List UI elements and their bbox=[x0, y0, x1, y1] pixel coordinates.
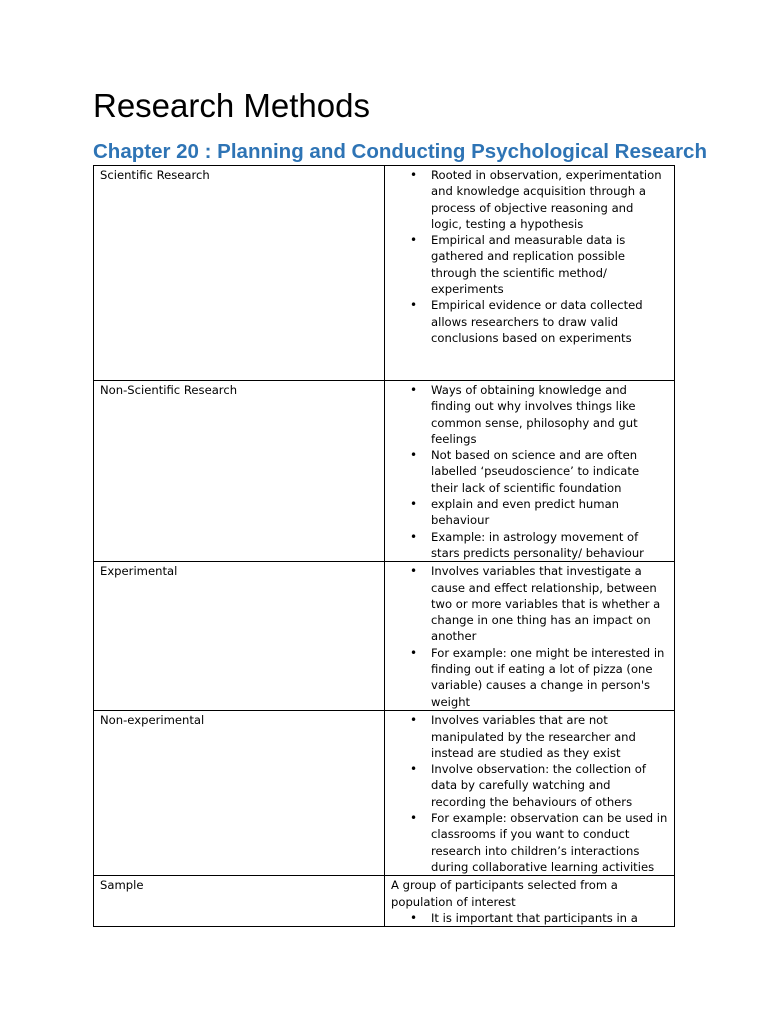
table-row bbox=[94, 562, 675, 711]
list-item: • Involves variables that investigate a cause and effect relationship, between two or more variables that is whether a change in one thing has an impact on another bbox=[391, 563, 668, 644]
bullet-list bbox=[391, 382, 668, 561]
term-cell: Scientific Research bbox=[94, 166, 385, 381]
table-row bbox=[94, 876, 675, 927]
definition-cell bbox=[385, 166, 675, 381]
definition-cell bbox=[385, 381, 675, 562]
definition-intro: A group of participants selected from a population of interest bbox=[391, 878, 618, 909]
term-cell: Sample bbox=[94, 876, 385, 927]
list-item: • For example: one might be interested in finding out if eating a lot of pizza (one variable) causes a change in person's weight bbox=[391, 645, 668, 710]
list-item: • Involve observation: the collection of data by carefully watching and recording the behaviours of others bbox=[391, 761, 668, 810]
list-item: • Ways of obtaining knowledge and finding out why involves things like common sense, philosophy and gut feelings bbox=[391, 382, 668, 447]
term-cell: Experimental bbox=[94, 562, 385, 711]
list-item: • It is important that participants in a bbox=[391, 910, 668, 926]
term-cell: Non-experimental bbox=[94, 711, 385, 876]
list-item: • Involves variables that are not manipulated by the researcher and instead are studied as they exist bbox=[391, 712, 668, 761]
list-item: • Not based on science and are often labelled ‘pseudoscience’ to indicate their lack of scientific foundation bbox=[391, 447, 668, 496]
table-row bbox=[94, 381, 675, 562]
bullet-list bbox=[391, 712, 668, 875]
definition-cell bbox=[385, 876, 675, 927]
list-item: • Rooted in observation, experimentation and knowledge acquisition through a process of objective reasoning and logic, testing a hypothesis bbox=[391, 167, 668, 232]
table-row bbox=[94, 166, 675, 381]
definitions-table bbox=[93, 165, 675, 927]
list-item: • For example: observation can be used in classrooms if you want to conduct research into children’s interactions during collaborative learning activities bbox=[391, 810, 668, 875]
bullet-list bbox=[391, 563, 668, 710]
chapter-heading: Chapter 20 : Planning and Conducting Psychological Research bbox=[93, 140, 707, 163]
list-item: • Empirical and measurable data is gathered and replication possible through the scientific method/ experiments bbox=[391, 232, 668, 297]
bullet-list bbox=[391, 167, 668, 346]
list-item: • Example: in astrology movement of stars predicts personality/ behaviour bbox=[391, 529, 668, 562]
bullet-list bbox=[391, 910, 668, 926]
list-item: • explain and even predict human behaviour bbox=[391, 496, 668, 529]
term-cell: Non-Scientific Research bbox=[94, 381, 385, 562]
list-item: • Empirical evidence or data collected allows researchers to draw valid conclusions based on experiments bbox=[391, 297, 668, 346]
document-title: Research Methods bbox=[93, 87, 370, 124]
table-row bbox=[94, 711, 675, 876]
definition-cell bbox=[385, 711, 675, 876]
definition-cell bbox=[385, 562, 675, 711]
